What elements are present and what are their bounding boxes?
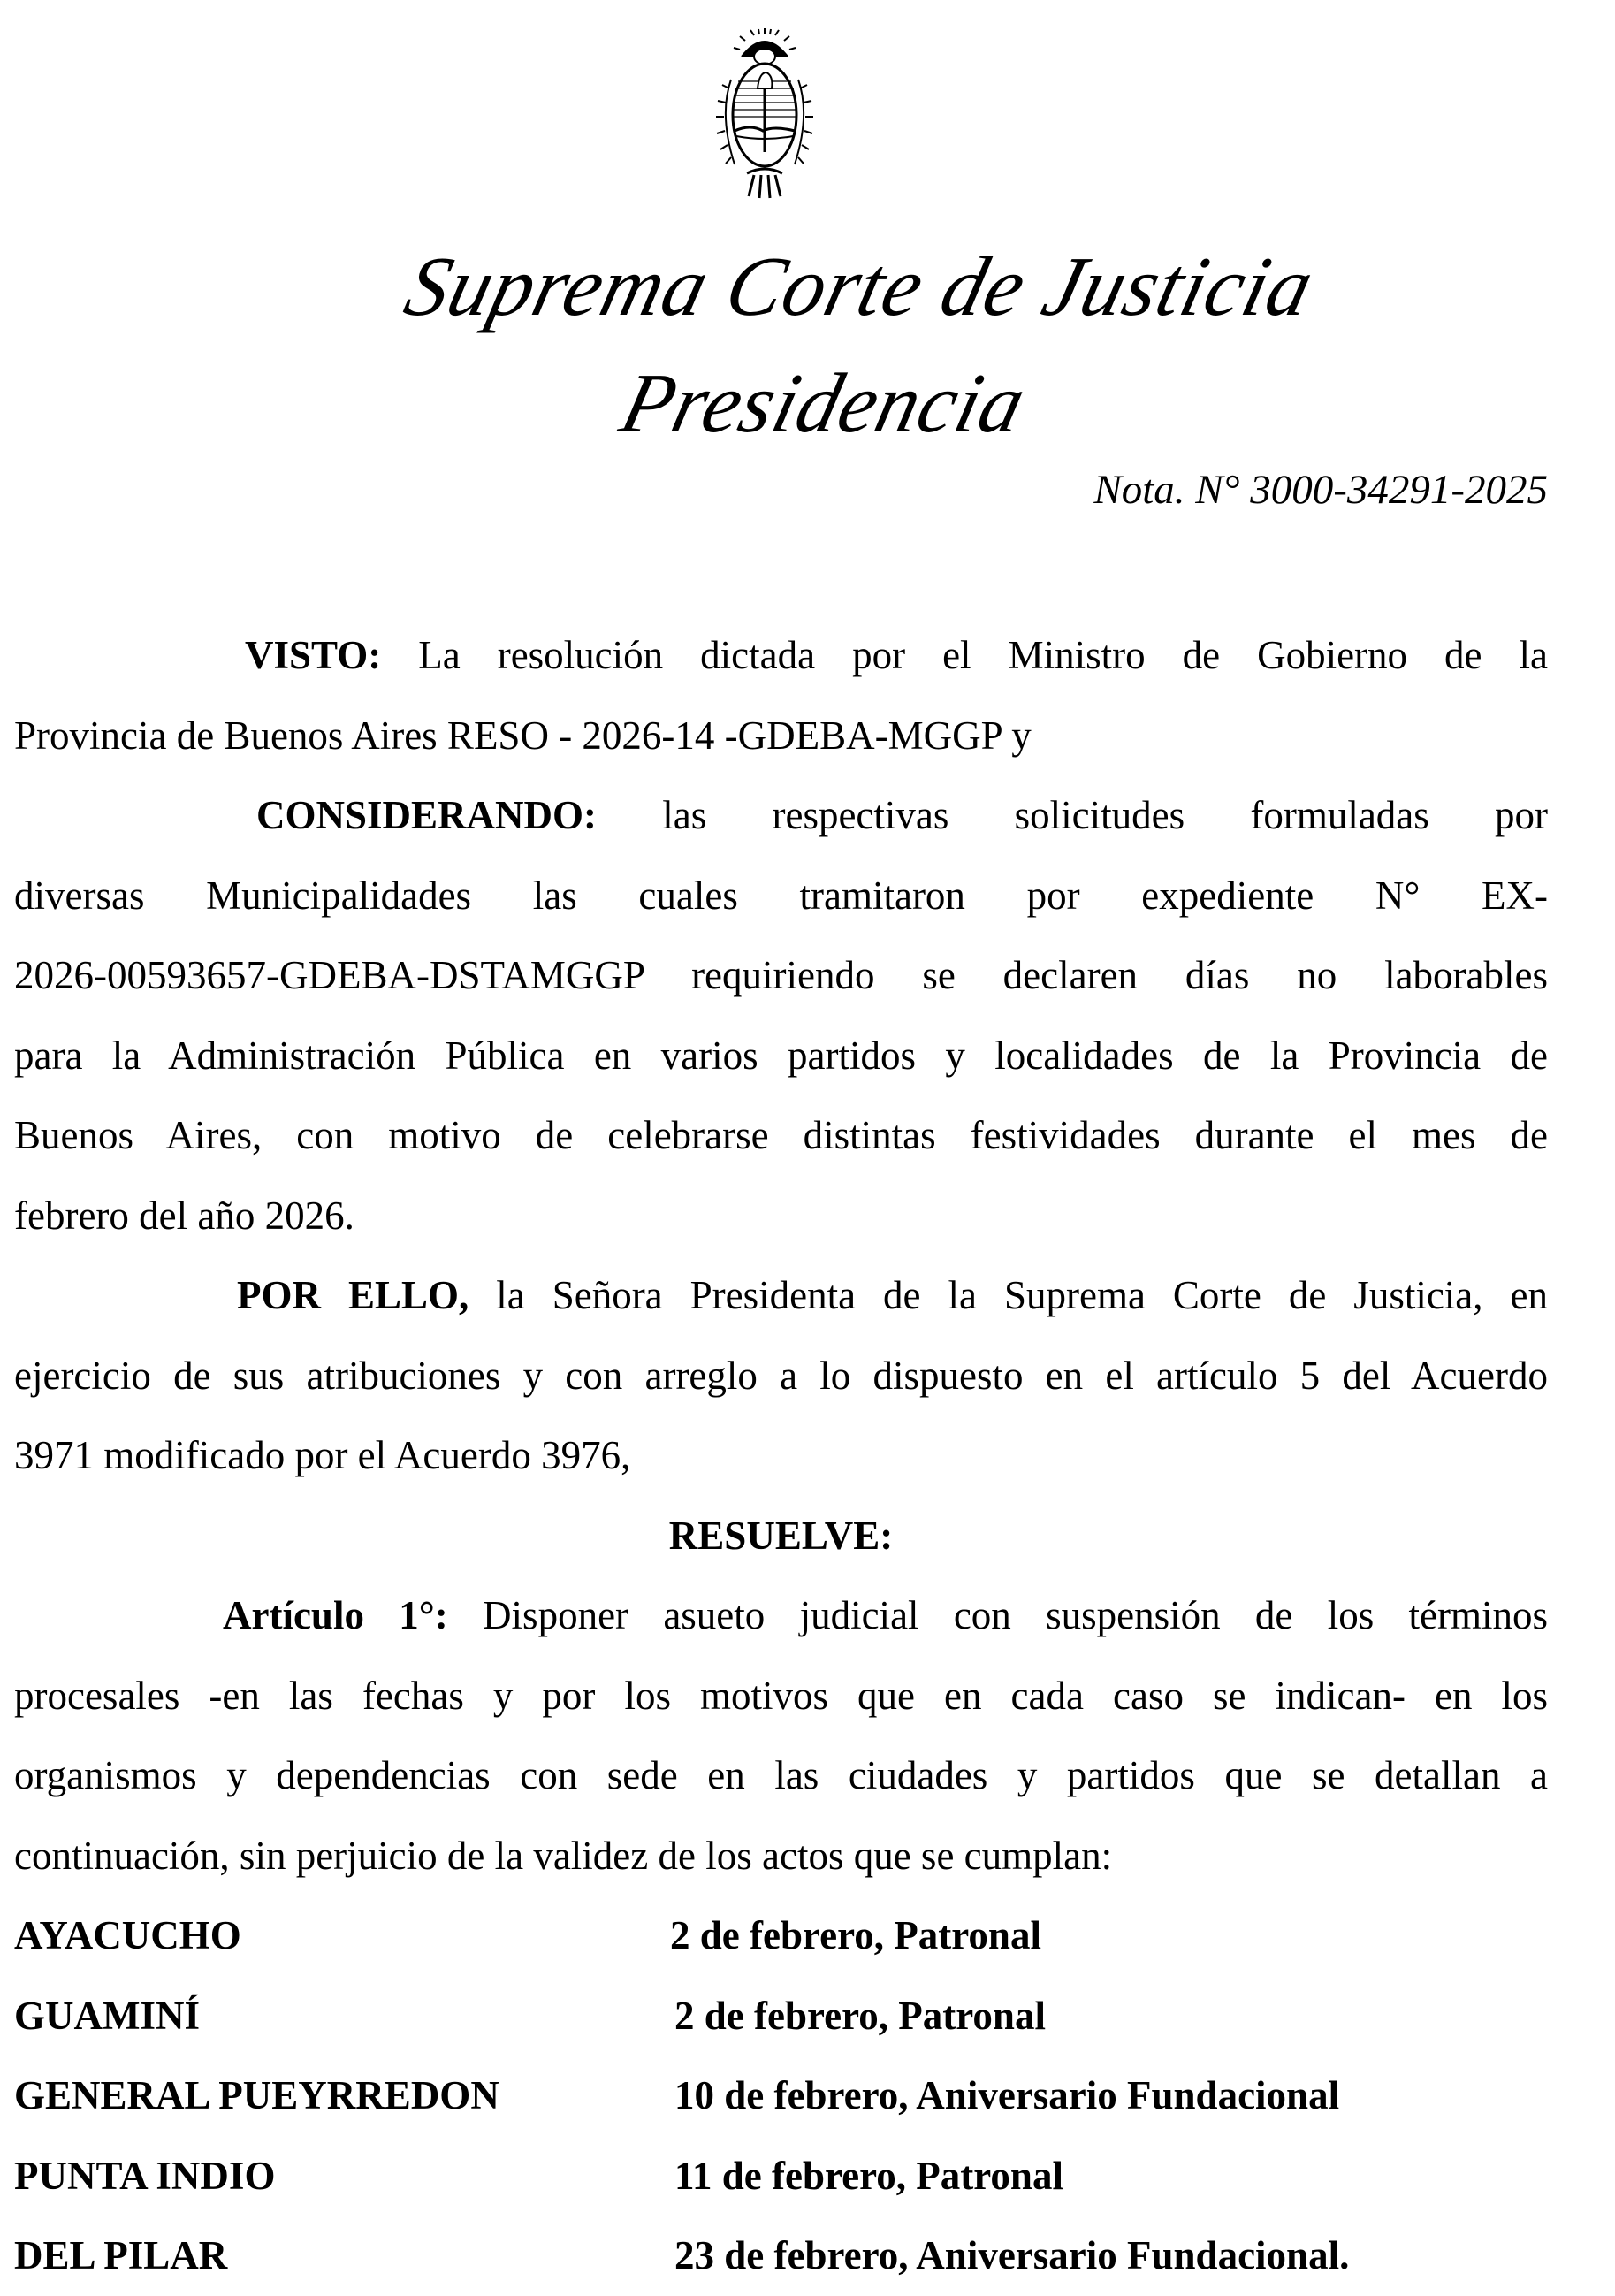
articulo-1-label: Artículo 1°:: [223, 1593, 448, 1637]
holiday-row: [14, 1896, 1548, 1976]
considerando-line-6: febrero del año 2026.: [14, 1193, 354, 1238]
holiday-date: 10 de febrero, Aniversario Fundacional: [674, 2073, 1340, 2117]
holiday-row: [14, 2056, 1548, 2136]
argentine-coat-of-arms-icon: [712, 27, 818, 203]
considerando-label: CONSIDERANDO:: [256, 793, 598, 837]
considerando-line-1: [14, 775, 1548, 856]
articulo-1-line-2: procesales -en las fechas y por los motivos que en cada caso se indican- en los: [14, 1673, 1548, 1718]
holiday-city: AYACUCHO: [14, 1913, 241, 1957]
articulo-1-line-4: continuación, sin perjuicio de la validez de los actos que se cumplan:: [14, 1833, 1113, 1878]
considerando-line-3: 2026-00593657-GDEBA-DSTAMGGP requiriendo se declaren días no laborables: [14, 953, 1548, 997]
holiday-city: PUNTA INDIO: [14, 2153, 276, 2198]
articulo-1-line-1: [14, 1575, 1548, 1656]
holiday-row: [14, 2216, 1548, 2296]
por-ello-text: la Señora Presidenta de la Suprema Corte de Justicia, en: [469, 1273, 1548, 1317]
holiday-date: 11 de febrero, Patronal: [674, 2153, 1063, 2198]
articulo-1-paragraph: [14, 1575, 1548, 1896]
considerando-line-5: Buenos Aires, con motivo de celebrarse distintas festividades durante el mes de: [14, 1113, 1548, 1157]
holiday-row: [14, 2136, 1548, 2216]
considerando-line-2: diversas Municipalidades las cuales tramitaron por expediente N° EX-: [14, 873, 1548, 918]
por-ello-label: POR ELLO,: [237, 1273, 469, 1317]
visto-paragraph: [14, 615, 1548, 775]
por-ello-line-2: ejercicio de sus atribuciones y con arreglo a lo dispuesto en el artículo 5 del Acuerdo: [14, 1353, 1548, 1398]
holiday-city: GUAMINÍ: [14, 1993, 200, 2038]
holiday-date: 2 de febrero, Patronal: [674, 1993, 1046, 2038]
considerando-paragraph: [14, 775, 1548, 1255]
holiday-date: 23 de febrero, Aniversario Fundacional.: [674, 2233, 1350, 2277]
considerando-text: las respectivas solicitudes formuladas por: [597, 793, 1548, 837]
office-name: Presidencia: [612, 355, 1036, 450]
visto-label: VISTO:: [245, 633, 382, 677]
holiday-list: [14, 1896, 1548, 2296]
holiday-date: 2 de febrero, Patronal: [670, 1913, 1041, 1957]
note-number: Nota. N° 3000-34291-2025: [1093, 467, 1548, 513]
document-body: [14, 615, 1548, 2296]
visto-line-2: Provincia de Buenos Aires RESO - 2026-14 -GDEBA-MGGP y: [14, 713, 1032, 758]
articulo-1-text: Disponer asueto judicial con suspensión de los términos: [447, 1593, 1548, 1637]
holiday-row: [14, 1976, 1548, 2056]
considerando-line-4: para la Administración Pública en varios partidos y localidades de la Provincia de: [14, 1033, 1548, 1078]
por-ello-line-3: 3971 modificado por el Acuerdo 3976,: [14, 1433, 631, 1477]
por-ello-paragraph: [14, 1255, 1548, 1496]
holiday-city: GENERAL PUEYRREDON: [14, 2073, 499, 2117]
visto-text: La resolución dictada por el Ministro de Gobierno de la: [381, 633, 1548, 677]
visto-line-1: [14, 615, 1548, 696]
holiday-city: DEL PILAR: [14, 2233, 228, 2277]
articulo-1-line-3: organismos y dependencias con sede en las ciudades y partidos que se detallan a: [14, 1753, 1548, 1797]
por-ello-line-1: [14, 1255, 1548, 1336]
institution-name: Suprema Corte de Justicia: [396, 239, 1323, 333]
resuelve-heading: RESUELVE:: [668, 1513, 894, 1558]
